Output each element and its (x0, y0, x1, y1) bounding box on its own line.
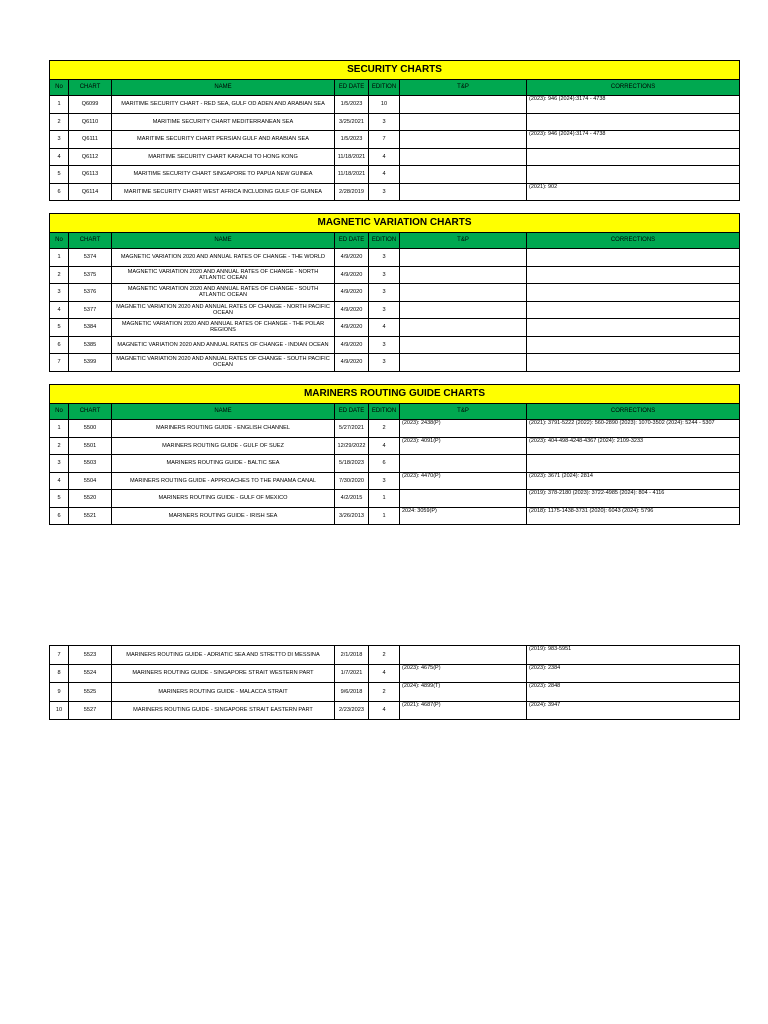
corrections (527, 455, 740, 473)
edition-number: 3 (369, 354, 400, 372)
magnetic-variation-charts-table (49, 213, 740, 372)
column-header-edition-number: EDITION (369, 80, 400, 96)
chart-name: MARITIME SECURITY CHART PERSIAN GULF AND ARABIAN SEA (112, 131, 335, 149)
section-title: MAGNETIC VARIATION CHARTS (50, 214, 740, 233)
edition-date: 7/30/2020 (335, 472, 369, 490)
corrections (527, 249, 740, 267)
tp-notice (400, 455, 527, 473)
corrections (527, 266, 740, 284)
edition-date: 9/6/2018 (335, 683, 369, 702)
column-header-corrections: CORRECTIONS (527, 404, 740, 420)
table-row (50, 131, 740, 149)
edition-number: 3 (369, 472, 400, 490)
table-row (50, 455, 740, 473)
chart-name: MARITIME SECURITY CHART KARACHI TO HONG KONG (112, 148, 335, 166)
chart-name: MARITIME SECURITY CHART WEST AFRICA INCLUDING GULF OF GUINEA (112, 183, 335, 201)
chart-number: 5525 (69, 683, 112, 702)
row-number: 8 (50, 664, 69, 683)
row-number: 4 (50, 472, 69, 490)
row-number: 3 (50, 131, 69, 149)
edition-number: 10 (369, 96, 400, 114)
row-number: 4 (50, 301, 69, 319)
section-title: MARINERS ROUTING GUIDE CHARTS (50, 385, 740, 404)
edition-number: 3 (369, 249, 400, 267)
edition-date: 4/9/2020 (335, 266, 369, 284)
table-row (50, 319, 740, 337)
tp-notice (400, 131, 527, 149)
chart-name: MAGNETIC VARIATION 2020 AND ANNUAL RATES OF CHANGE - THE WORLD (112, 249, 335, 267)
edition-number: 4 (369, 148, 400, 166)
column-header-row-number: No (50, 404, 69, 420)
chart-name: MARITIME SECURITY CHART - RED SEA, GULF OD ADEN AND ARABIAN SEA (112, 96, 335, 114)
row-number: 2 (50, 266, 69, 284)
chart-name: MARINERS ROUTING GUIDE - SINGAPORE STRAIT EASTERN PART (112, 701, 335, 720)
row-number: 5 (50, 319, 69, 337)
row-number: 2 (50, 113, 69, 131)
edition-number: 3 (369, 301, 400, 319)
column-header-row-number: No (50, 233, 69, 249)
edition-date: 4/2/2015 (335, 490, 369, 508)
chart-name: MARINERS ROUTING GUIDE - ENGLISH CHANNEL (112, 420, 335, 438)
edition-date: 4/9/2020 (335, 284, 369, 302)
tp-notice: (2023): 2438(P) (400, 420, 527, 438)
corrections: (2023): 3671 (2024): 2814 (527, 472, 740, 490)
edition-number: 3 (369, 336, 400, 354)
edition-date: 1/5/2023 (335, 131, 369, 149)
tp-notice: (2023): 4470(P) (400, 472, 527, 490)
table-row (50, 437, 740, 455)
tp-notice (400, 336, 527, 354)
tp-notice (400, 266, 527, 284)
chart-number: 5504 (69, 472, 112, 490)
table-row (50, 507, 740, 525)
edition-date: 1/7/2021 (335, 664, 369, 683)
row-number: 9 (50, 683, 69, 702)
table-row (50, 646, 740, 665)
column-header-edition-date: ED DATE (335, 233, 369, 249)
row-number: 10 (50, 701, 69, 720)
corrections: (2019): 378-2180 (2023): 3722-4985 (2024): 804 - 4116 (527, 490, 740, 508)
edition-date: 4/9/2020 (335, 336, 369, 354)
tp-notice: 2024: 3059(P) (400, 507, 527, 525)
row-number: 7 (50, 646, 69, 665)
chart-number: Q6112 (69, 148, 112, 166)
chart-number: 5527 (69, 701, 112, 720)
table-row (50, 420, 740, 438)
tp-notice (400, 96, 527, 114)
row-number: 1 (50, 420, 69, 438)
row-number: 4 (50, 148, 69, 166)
corrections (527, 284, 740, 302)
chart-number: 5385 (69, 336, 112, 354)
header-row (50, 404, 740, 420)
column-header-chart-name: NAME (112, 233, 335, 249)
chart-number: Q6114 (69, 183, 112, 201)
chart-name: MARITIME SECURITY CHART SINGAPORE TO PAPUA NEW GUINEA (112, 166, 335, 184)
corrections (527, 319, 740, 337)
column-header-edition-number: EDITION (369, 404, 400, 420)
row-number: 3 (50, 284, 69, 302)
chart-number: Q6110 (69, 113, 112, 131)
chart-number: 5375 (69, 266, 112, 284)
chart-number: 5376 (69, 284, 112, 302)
column-header-chart-name: NAME (112, 80, 335, 96)
tp-notice (400, 319, 527, 337)
tp-notice (400, 249, 527, 267)
chart-number: 5399 (69, 354, 112, 372)
corrections: (2019): 983-5951 (527, 646, 740, 665)
table-row (50, 336, 740, 354)
corrections: (2023): 404-498-4248-4367 (2024): 2109-3233 (527, 437, 740, 455)
corrections (527, 336, 740, 354)
tp-notice (400, 183, 527, 201)
table-row (50, 701, 740, 720)
table-row (50, 96, 740, 114)
table-row (50, 113, 740, 131)
chart-number: 5501 (69, 437, 112, 455)
column-header-row-number: No (50, 80, 69, 96)
row-number: 7 (50, 354, 69, 372)
edition-number: 3 (369, 183, 400, 201)
chart-name: MAGNETIC VARIATION 2020 AND ANNUAL RATES OF CHANGE - SOUTH ATLANTIC OCEAN (112, 284, 335, 302)
chart-number: 5521 (69, 507, 112, 525)
edition-date: 5/27/2021 (335, 420, 369, 438)
table-row (50, 266, 740, 284)
corrections: (2023): 2848 (527, 683, 740, 702)
mariners-routing-guide-charts-table (49, 384, 740, 525)
chart-name: MARINERS ROUTING GUIDE - GULF OF SUEZ (112, 437, 335, 455)
tp-notice (400, 284, 527, 302)
chart-name: MARINERS ROUTING GUIDE - IRISH SEA (112, 507, 335, 525)
edition-date: 1/5/2023 (335, 96, 369, 114)
mariners-routing-guide-continued-table (49, 645, 740, 720)
column-header-edition-number: EDITION (369, 233, 400, 249)
column-header-tp-notice: T&P (400, 80, 527, 96)
table-row (50, 354, 740, 372)
chart-number: Q6111 (69, 131, 112, 149)
corrections: (2021): 902 (527, 183, 740, 201)
corrections: (2023): 2384 (527, 664, 740, 683)
chart-number: 5520 (69, 490, 112, 508)
corrections (527, 113, 740, 131)
edition-number: 4 (369, 664, 400, 683)
section-title: SECURITY CHARTS (50, 61, 740, 80)
chart-number: 5523 (69, 646, 112, 665)
row-number: 1 (50, 96, 69, 114)
table-row (50, 683, 740, 702)
edition-number: 3 (369, 113, 400, 131)
edition-number: 3 (369, 284, 400, 302)
chart-name: MAGNETIC VARIATION 2020 AND ANNUAL RATES OF CHANGE - SOUTH PACIFIC OCEAN (112, 354, 335, 372)
tp-notice (400, 113, 527, 131)
row-number: 6 (50, 336, 69, 354)
table-row (50, 472, 740, 490)
tp-notice (400, 148, 527, 166)
row-number: 6 (50, 507, 69, 525)
chart-number: Q6113 (69, 166, 112, 184)
column-header-edition-date: ED DATE (335, 404, 369, 420)
edition-date: 4/9/2020 (335, 249, 369, 267)
tp-notice (400, 490, 527, 508)
tp-notice (400, 354, 527, 372)
chart-number: Q6099 (69, 96, 112, 114)
corrections: (2024): 3947 (527, 701, 740, 720)
tp-notice (400, 646, 527, 665)
corrections: (2023): 946 (2024):3174 - 4738 (527, 96, 740, 114)
edition-date: 2/23/2023 (335, 701, 369, 720)
chart-number: 5500 (69, 420, 112, 438)
edition-date: 4/9/2020 (335, 301, 369, 319)
edition-number: 1 (369, 507, 400, 525)
table-row (50, 490, 740, 508)
edition-date: 3/26/2013 (335, 507, 369, 525)
corrections (527, 354, 740, 372)
corrections (527, 166, 740, 184)
tp-notice: (2023): 4091(P) (400, 437, 527, 455)
row-number: 6 (50, 183, 69, 201)
chart-name: MARITIME SECURITY CHART MEDITERRANEAN SEA (112, 113, 335, 131)
chart-name: MAGNETIC VARIATION 2020 AND ANNUAL RATES OF CHANGE - THE POLAR REGIONS (112, 319, 335, 337)
edition-number: 6 (369, 455, 400, 473)
chart-name: MARINERS ROUTING GUIDE - SINGAPORE STRAIT WESTERN PART (112, 664, 335, 683)
header-row (50, 233, 740, 249)
edition-date: 4/9/2020 (335, 354, 369, 372)
edition-date: 11/18/2021 (335, 166, 369, 184)
edition-date: 2/28/2019 (335, 183, 369, 201)
chart-name: MARINERS ROUTING GUIDE - APPROACHES TO THE PANAMA CANAL (112, 472, 335, 490)
chart-number: 5524 (69, 664, 112, 683)
edition-number: 4 (369, 701, 400, 720)
column-header-corrections: CORRECTIONS (527, 80, 740, 96)
column-header-chart-number: CHART (69, 80, 112, 96)
table-row (50, 148, 740, 166)
edition-number: 7 (369, 131, 400, 149)
column-header-edition-date: ED DATE (335, 80, 369, 96)
edition-date: 2/1/2018 (335, 646, 369, 665)
column-header-chart-number: CHART (69, 233, 112, 249)
column-header-tp-notice: T&P (400, 233, 527, 249)
chart-name: MAGNETIC VARIATION 2020 AND ANNUAL RATES OF CHANGE - INDIAN OCEAN (112, 336, 335, 354)
edition-number: 3 (369, 266, 400, 284)
security-charts-table (49, 60, 740, 201)
chart-number: 5377 (69, 301, 112, 319)
chart-name: MARINERS ROUTING GUIDE - GULF OF MEXICO (112, 490, 335, 508)
chart-number: 5503 (69, 455, 112, 473)
tp-notice: (2024): 4899(T) (400, 683, 527, 702)
tp-notice (400, 301, 527, 319)
row-number: 3 (50, 455, 69, 473)
corrections (527, 301, 740, 319)
table-row (50, 249, 740, 267)
edition-date: 12/29/2022 (335, 437, 369, 455)
column-header-chart-number: CHART (69, 404, 112, 420)
tp-notice: (2021): 4687(P) (400, 701, 527, 720)
edition-date: 4/9/2020 (335, 319, 369, 337)
corrections: (2021): 3791-5222 (2022): 560-2890 (2023): 1070-3502 (2024): 5244 - 5307 (527, 420, 740, 438)
row-number: 2 (50, 437, 69, 455)
edition-number: 2 (369, 683, 400, 702)
chart-name: MAGNETIC VARIATION 2020 AND ANNUAL RATES OF CHANGE - NORTH PACIFIC OCEAN (112, 301, 335, 319)
corrections: (2018): 1175-1438-3731 (2020): 6043 (2024): 5796 (527, 507, 740, 525)
row-number: 1 (50, 249, 69, 267)
tp-notice (400, 166, 527, 184)
chart-name: MARINERS ROUTING GUIDE - BALTIC SEA (112, 455, 335, 473)
header-row (50, 80, 740, 96)
edition-date: 11/18/2021 (335, 148, 369, 166)
chart-name: MAGNETIC VARIATION 2020 AND ANNUAL RATES OF CHANGE - NORTH ATLANTIC OCEAN (112, 266, 335, 284)
chart-name: MARINERS ROUTING GUIDE - MALACCA STRAIT (112, 683, 335, 702)
table-row (50, 301, 740, 319)
edition-number: 4 (369, 319, 400, 337)
row-number: 5 (50, 166, 69, 184)
edition-number: 2 (369, 420, 400, 438)
table-row (50, 183, 740, 201)
table-row (50, 664, 740, 683)
chart-number: 5374 (69, 249, 112, 267)
column-header-chart-name: NAME (112, 404, 335, 420)
edition-number: 2 (369, 646, 400, 665)
chart-name: MARINERS ROUTING GUIDE - ADRIATIC SEA AND STRETTO DI MESSINA (112, 646, 335, 665)
table-row (50, 166, 740, 184)
edition-number: 1 (369, 490, 400, 508)
corrections (527, 148, 740, 166)
row-number: 5 (50, 490, 69, 508)
chart-number: 5384 (69, 319, 112, 337)
corrections: (2023): 946 (2024):3174 - 4738 (527, 131, 740, 149)
edition-date: 3/25/2021 (335, 113, 369, 131)
edition-number: 4 (369, 166, 400, 184)
table-row (50, 284, 740, 302)
edition-date: 5/18/2023 (335, 455, 369, 473)
column-header-corrections: CORRECTIONS (527, 233, 740, 249)
column-header-tp-notice: T&P (400, 404, 527, 420)
edition-number: 4 (369, 437, 400, 455)
tp-notice: (2023): 4675(P) (400, 664, 527, 683)
